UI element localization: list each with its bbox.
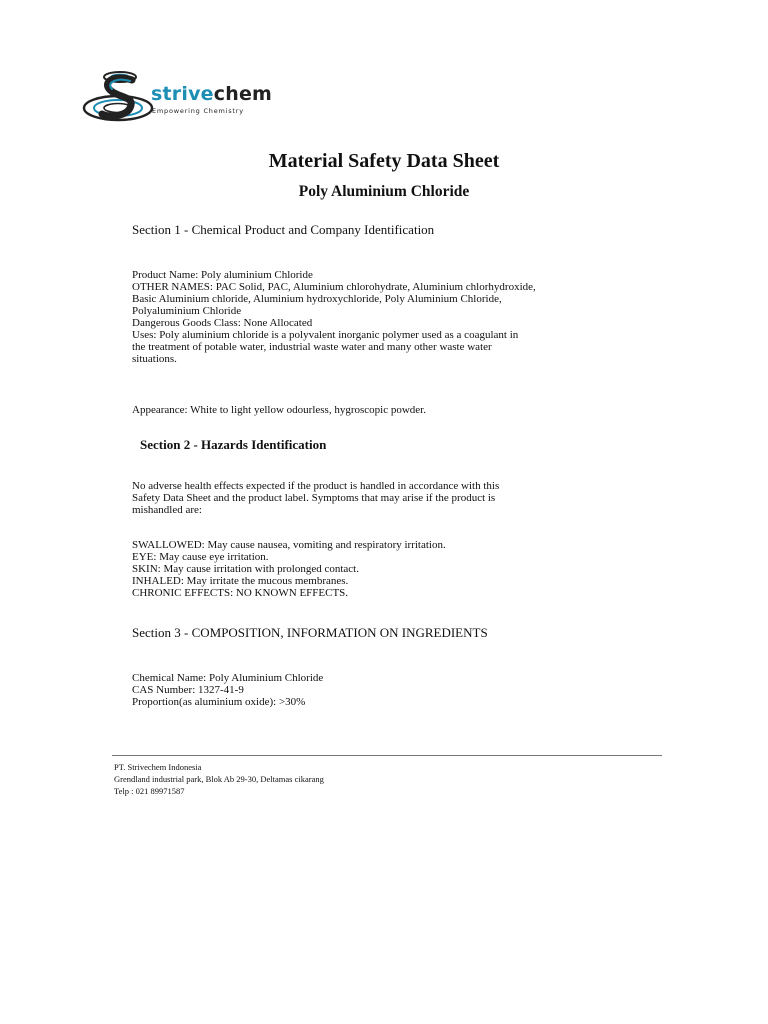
brand-tagline: Empowering Chemistry [152, 107, 244, 115]
brand-name [151, 84, 272, 104]
section-2-intro-line: mishandled are: [132, 504, 202, 516]
section-1-line: Dangerous Goods Class: None Allocated [132, 317, 313, 329]
section-3-line: Proportion(as aluminium oxide): >30% [132, 696, 306, 708]
swirl-logo-icon [80, 66, 160, 128]
section-2-effect-line: INHALED: May irritate the mucous membranes. [132, 575, 349, 587]
section-1-line: Uses: Poly aluminium chloride is a polyvalent inorganic polymer used as a coagulant in [132, 329, 519, 341]
section-3-heading: Section 3 - COMPOSITION, INFORMATION ON INGREDIENTS [132, 625, 488, 640]
section-3-line: CAS Number: 1327-41-9 [132, 684, 244, 696]
section-1-heading: Section 1 - Chemical Product and Company Identification [132, 222, 435, 237]
section-1-line: OTHER NAMES: PAC Solid, PAC, Aluminium chlorohydrate, Aluminium chlorhydroxide, [132, 281, 536, 293]
document-subtitle: Poly Aluminium Chloride [298, 183, 470, 200]
brand-name-part2: chem [213, 83, 273, 105]
brand-name-part1: strive [151, 83, 214, 105]
section-1-line: situations. [132, 353, 177, 365]
footer-divider [112, 755, 662, 756]
section-3-line: Chemical Name: Poly Aluminium Chloride [132, 672, 324, 684]
section-1-line: Basic Aluminium chloride, Aluminium hydroxychloride, Poly Aluminium Chloride, [132, 293, 502, 305]
section-2-effect-line: CHRONIC EFFECTS: NO KNOWN EFFECTS. [132, 587, 349, 599]
section-2-heading: Section 2 - Hazards Identification [140, 437, 327, 452]
section-1-line: Polyaluminium Chloride [132, 305, 242, 317]
section-2-effect-line: SWALLOWED: May cause nausea, vomiting and respiratory irritation. [132, 539, 446, 551]
section-2-effect-line: SKIN: May cause irritation with prolonged contact. [132, 563, 359, 575]
section-1-line: Product Name: Poly aluminium Chloride [132, 269, 313, 281]
section-1-line: the treatment of potable water, industrial waste water and many other waste water [132, 341, 492, 353]
section-2-intro-line: No adverse health effects expected if the product is handled in accordance with this [132, 480, 500, 492]
footer-address: Grendland industrial park, Blok Ab 29-30, Deltamas cikarang [114, 774, 324, 784]
footer-company: PT. Strivechem Indonesia [114, 762, 202, 772]
appearance-line: Appearance: White to light yellow odourless, hygroscopic powder. [132, 404, 426, 416]
section-2-intro-line: Safety Data Sheet and the product label. Symptoms that may arise if the product is [132, 492, 496, 504]
section-2-effect-line: EYE: May cause eye irritation. [132, 551, 269, 563]
company-logo [80, 66, 273, 128]
footer-phone: Telp : 021 89971587 [114, 786, 185, 796]
document-title: Material Safety Data Sheet [268, 150, 500, 172]
